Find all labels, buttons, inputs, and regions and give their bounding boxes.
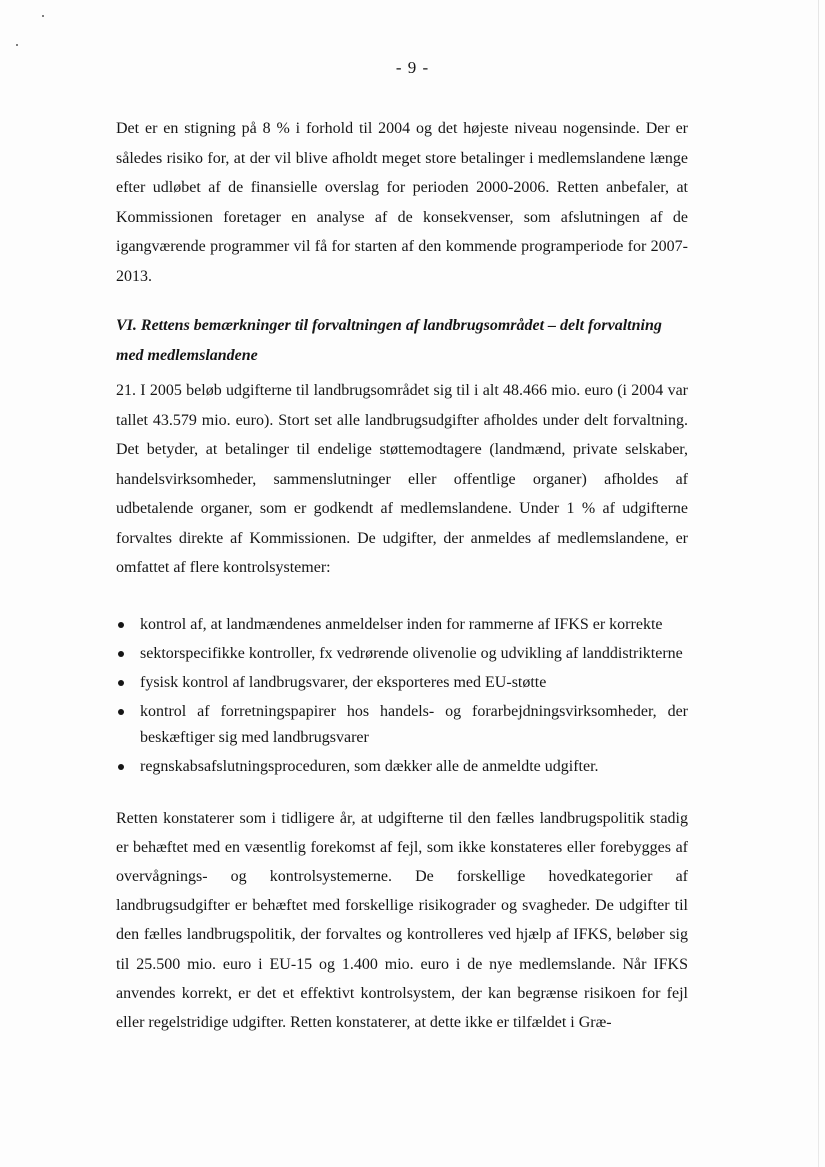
list-item-text: kontrol af forretningspapirer hos handels- og forarbejdningsvirksomheder, der beskæftiger sig med landbrugsvarer xyxy=(140,702,688,746)
paragraph-21: 21. I 2005 beløb udgifterne til landbrugsområdet sig til i alt 48.466 mio. euro (i 2004 var tallet 43.579 mio. euro). Stort set alle landbrugsudgifter afholdes under delt forvaltning. Det betyder, at betalinger til endelige støttemodtagere (landmænd, private selskaber, handelsvirksomheder, sammenslutninger eller offentlige organer) afholdes af udbetalende organer, som er godkendt af medlemslandene. Under 1 % af udgifterne forvaltes direkte af Kommissionen. De udgifter, der anmeldes af medlemslandene, er omfattet af flere kontrolsystemer: xyxy=(116,382,688,576)
scan-speck xyxy=(42,15,44,17)
bullet-icon xyxy=(118,709,124,715)
list-item-text: kontrol af, at landmændenes anmeldelser inden for rammerne af IFKS er korrekte xyxy=(140,615,663,633)
list-item xyxy=(116,670,688,696)
page-number: - 9 - xyxy=(395,58,430,77)
bullet-icon xyxy=(118,651,124,657)
list-item-text: fysisk kontrol af landbrugsvarer, der eksporteres med EU-støtte xyxy=(140,673,547,691)
list-item xyxy=(116,641,688,667)
list-item xyxy=(116,754,688,780)
list-item-text: regnskabsafslutningsproceduren, som dækker alle de anmeldte udgifter. xyxy=(140,757,599,775)
intro-paragraph: Det er en stigning på 8 % i forhold til 2004 og det højeste niveau nogensinde. Der er således risiko for, at der vil blive afholdt meget store betalinger i medlemslandene længe efter udløbet af de finansielle overslag for perioden 2000-2006. Retten anbefaler, at Kommissionen foretager en analyse af de konsekvenser, som afslutningen af de igangværende programmer vil få for starten af den kommende programperiode for 2007-2013. xyxy=(116,120,688,285)
list-item xyxy=(116,612,688,638)
document-body xyxy=(116,114,688,1037)
list-item xyxy=(116,699,688,751)
list-item-text: sektorspecifikke kontroller, fx vedrørende olivenolie og udvikling af landdistrikterne xyxy=(140,644,683,662)
bullet-icon xyxy=(118,622,124,628)
control-systems-list xyxy=(116,612,688,780)
conclusion-paragraph: Retten konstaterer som i tidligere år, at udgifterne til den fælles landbrugspolitik stadig er behæftet med en væsentlig forekomst af fejl, som ikke konstateres eller forebygges af overvågnings- og kontrolsystemerne. De forskellige hovedkategorier af landbrugsudgifter er behæftet med forskellige risikograder og svagheder. De udgifter til den fælles landbrugspolitik, der forvaltes og kontrolleres ved hjælp af IFKS, beløber sig til 25.500 mio. euro i EU-15 og 1.400 mio. euro i de nye medlemslande. Når IFKS anvendes korrekt, er det et effektivt kontrolsystem, der kan begrænse risikoen for fejl eller regelstridige udgifter. Retten konstaterer, at dette ikke er tilfældet i Græ- xyxy=(116,809,688,1031)
bullet-icon xyxy=(118,764,124,770)
scan-edge xyxy=(818,0,819,1167)
scan-speck xyxy=(16,44,18,46)
section-heading: VI. Rettens bemærkninger til forvaltningen af landbrugsområdet – delt forvaltning med medlemslandene xyxy=(116,317,662,364)
bullet-icon xyxy=(118,680,124,686)
